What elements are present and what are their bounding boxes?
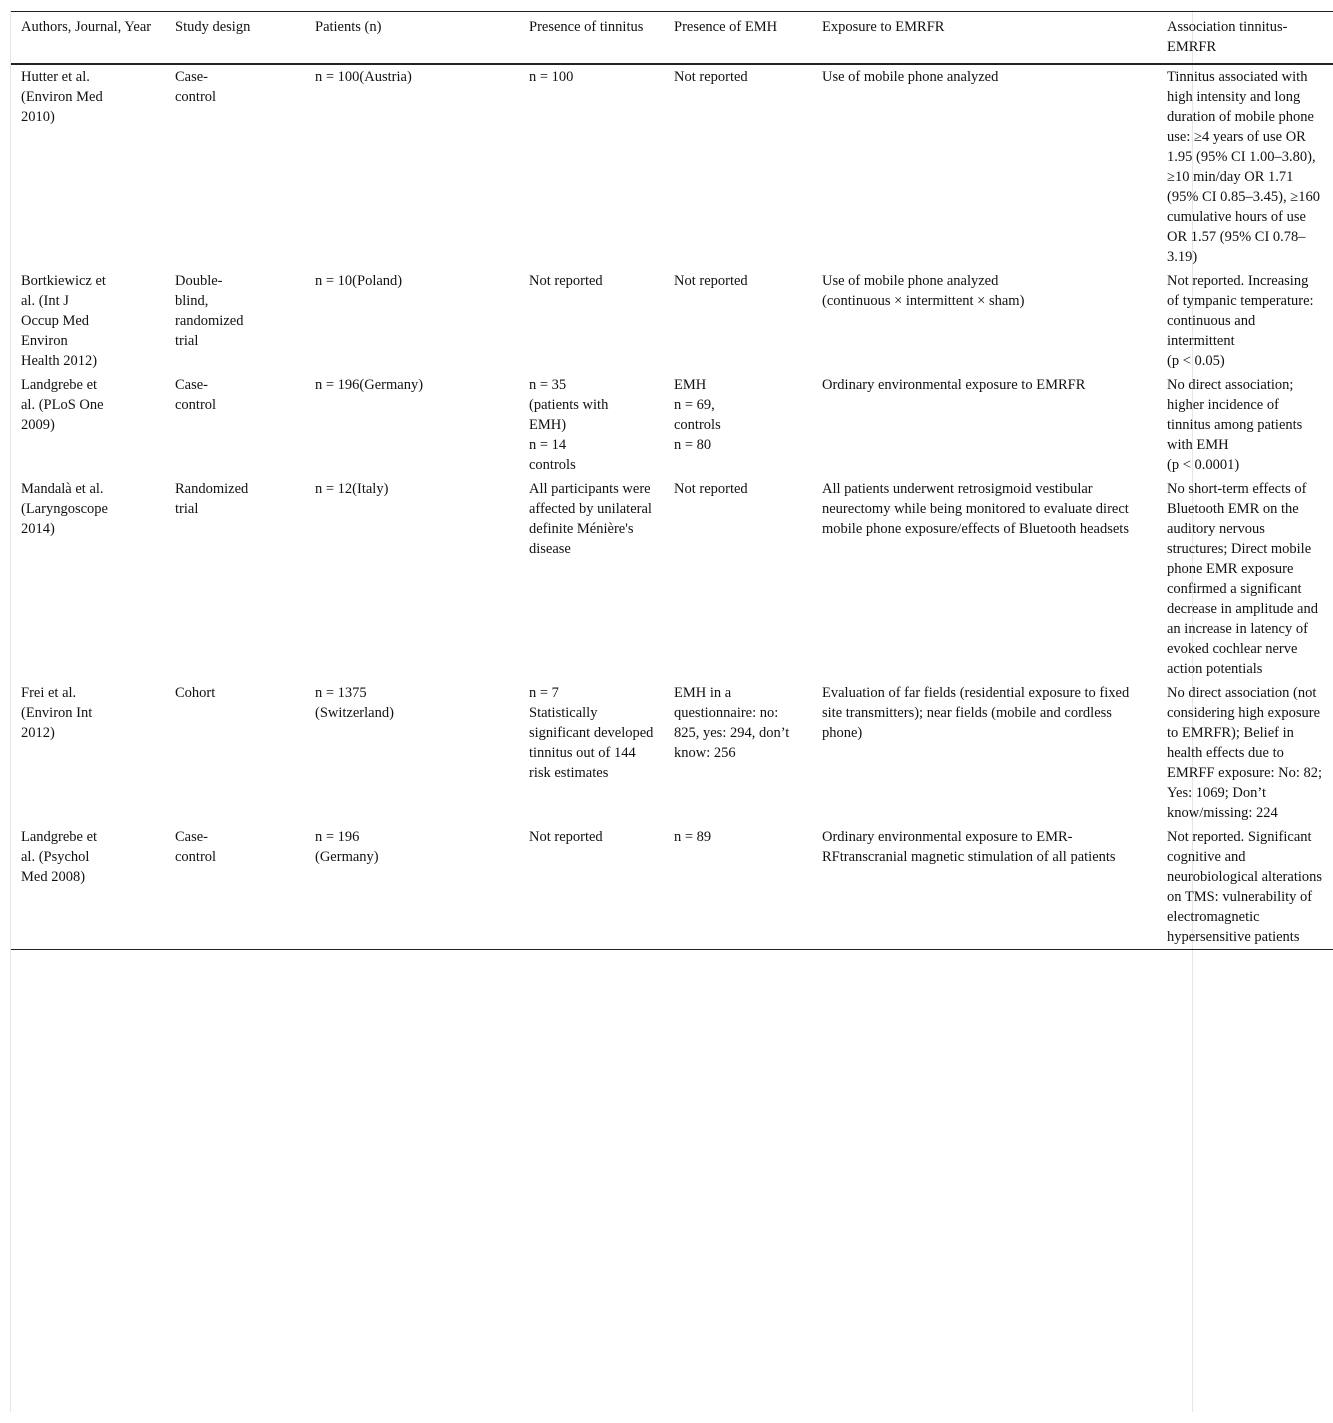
cell-study-design: Case- control — [175, 69, 217, 105]
table-header — [11, 12, 1333, 65]
cell-association: Not reported. Significant cognitive and neurobiological alterations on TMS: vulnerability of electromagnetic hypersensitive patients — [1167, 829, 1323, 945]
cell-study-design: Double- blind, randomized trial — [175, 273, 244, 349]
header-row — [11, 12, 1333, 65]
cell-emh: Not reported — [674, 69, 748, 85]
cell-tinnitus: Not reported — [529, 273, 603, 289]
cell-association: No direct association (not considering high exposure to EMRFR); Belief in health effects due to EMRFF exposure: No: 82; Yes: 1069; Don’t know/missing: 224 — [1167, 685, 1323, 821]
cell-exposure: Use of mobile phone analyzed (continuous × intermittent × sham) — [822, 273, 1025, 309]
cell-patients: n = 10(Poland) — [315, 273, 403, 289]
table-row — [11, 373, 1333, 477]
cell-tinnitus: All participants were affected by unilateral definite Ménière's disease — [529, 481, 652, 557]
studies-table — [11, 11, 1333, 950]
cell-authors: Bortkiewicz et al. (Int J Occup Med Environ Health 2012) — [21, 273, 106, 369]
cell-emh: Not reported — [674, 481, 748, 497]
cell-patients: n = 196 (Germany) — [315, 829, 379, 865]
header-authors: Authors, Journal, Year — [21, 19, 152, 35]
cell-emh: EMH in a questionnaire: no: 825, yes: 294, don’t know: 256 — [674, 685, 790, 761]
cell-authors: Landgrebe et al. (Psychol Med 2008) — [21, 829, 98, 885]
table-body — [11, 64, 1333, 950]
cell-exposure: Ordinary environmental exposure to EMR-RFtranscranial magnetic stimulation of all patients — [822, 829, 1116, 865]
cell-authors: Hutter et al. (Environ Med 2010) — [21, 69, 103, 125]
cell-patients: n = 196(Germany) — [315, 377, 424, 393]
cell-emh: EMH n = 69, controls n = 80 — [674, 377, 721, 453]
cell-emh: n = 89 — [674, 829, 712, 845]
cell-study-design: Cohort — [175, 685, 216, 701]
cell-patients: n = 1375 (Switzerland) — [315, 685, 394, 721]
cell-association: No short-term effects of Bluetooth EMR on the auditory nervous structures; Direct mobile phone EMR exposure confirmed a significant decrease in amplitude and an increase in latency of evoked cochlear nerve action potentials — [1167, 481, 1318, 677]
cell-tinnitus: n = 100 — [529, 69, 574, 85]
cell-study-design: Randomized trial — [175, 481, 249, 517]
cell-exposure: Evaluation of far fields (residential exposure to fixed site transmitters); near fields (mobile and cordless phone) — [822, 685, 1130, 741]
cell-emh: Not reported — [674, 273, 748, 289]
table-row — [11, 269, 1333, 373]
table-row — [11, 477, 1333, 681]
cell-study-design: Case- control — [175, 377, 217, 413]
cell-association: No direct association; higher incidence of tinnitus among patients with EMH (p < 0.0001) — [1167, 377, 1303, 473]
table-row — [11, 825, 1333, 950]
cell-association: Not reported. Increasing of tympanic temperature: continuous and intermittent (p < 0.05) — [1167, 273, 1314, 369]
cell-exposure: All patients underwent retrosigmoid vestibular neurectomy while being monitored to evaluate direct mobile phone exposure/effects of Bluetooth headsets — [822, 481, 1129, 537]
cell-tinnitus: n = 7 Statistically significant developed tinnitus out of 144 risk estimates — [529, 685, 654, 781]
cell-authors: Mandalà et al. (Laryngoscope 2014) — [21, 481, 108, 537]
cell-exposure: Use of mobile phone analyzed — [822, 69, 999, 85]
header-emh: Presence of EMH — [674, 19, 778, 35]
cell-association: Tinnitus associated with high intensity and long duration of mobile phone use: ≥4 years of use OR 1.95 (95% CI 1.00–3.80), ≥10 min/day OR 1.71 (95% CI 0.85–3.45), ≥160 cumulative hours of use OR 1.57 (95% CI 0.78–3.19) — [1167, 69, 1320, 265]
cell-authors: Landgrebe et al. (PLoS One 2009) — [21, 377, 104, 433]
header-patients: Patients (n) — [315, 19, 382, 35]
header-association: Association tinnitus-EMRFR — [1167, 19, 1288, 55]
header-tinnitus: Presence of tinnitus — [529, 19, 644, 35]
header-exposure: Exposure to EMRFR — [822, 19, 945, 35]
cell-exposure: Ordinary environmental exposure to EMRFR — [822, 377, 1086, 393]
cell-authors: Frei et al. (Environ Int 2012) — [21, 685, 93, 741]
header-study-design: Study design — [175, 19, 251, 35]
cell-patients: n = 100(Austria) — [315, 69, 412, 85]
table-row — [11, 64, 1333, 269]
cell-study-design: Case- control — [175, 829, 217, 865]
cell-patients: n = 12(Italy) — [315, 481, 389, 497]
cell-tinnitus: n = 35 (patients with EMH) n = 14 controls — [529, 377, 609, 473]
table-row — [11, 681, 1333, 825]
cell-tinnitus: Not reported — [529, 829, 603, 845]
